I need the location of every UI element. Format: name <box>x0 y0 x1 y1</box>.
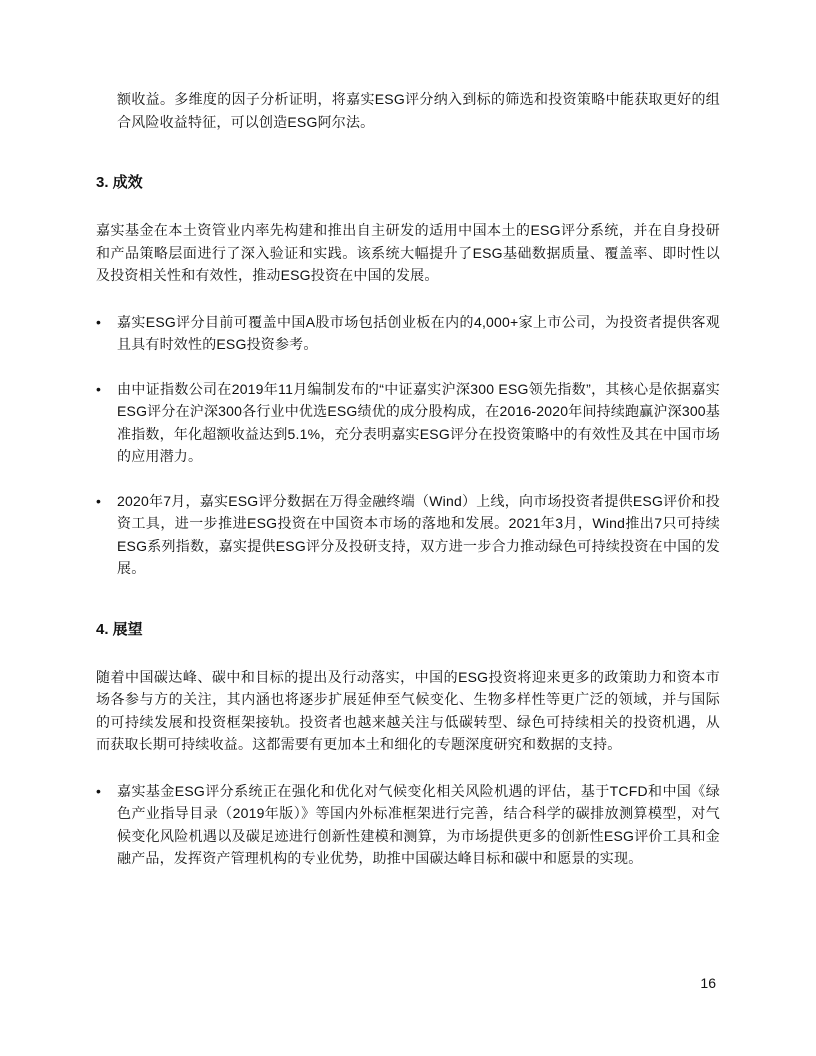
bullet-icon: • <box>96 380 101 397</box>
bullet-icon: • <box>96 782 101 799</box>
section-4-heading: 4. 展望 <box>96 620 143 638</box>
list-item <box>96 378 720 468</box>
bullet-text: 由中证指数公司在2019年11月编制发布的“中证嘉实沪深300 ESG领先指数”，其核心是依据嘉实ESG评分在沪深300各行业中优选ESG绩优的成分股构成，在2016-2020年间持续跑赢沪深300基准指数，年化超额收益达到5.1%，充分表明嘉实ESG评分在投资策略中的有效性及其在中国市场的应用潜力。 <box>117 380 720 464</box>
bullet-text: 嘉实ESG评分目前可覆盖中国A股市场包括创业板在内的4,000+家上市公司，为投资者提供客观且具有时效性的ESG投资参考。 <box>117 313 720 352</box>
page-number: 16 <box>700 975 716 991</box>
bullet-icon: • <box>96 313 101 330</box>
list-item <box>96 780 720 870</box>
page-content <box>96 88 720 892</box>
bullet-text: 2020年7月，嘉实ESG评分数据在万得金融终端（Wind）上线，向市场投资者提供ESG评价和投资工具，进一步推进ESG投资在中国资本市场的落地和发展。2021年3月，Wind推出7只可持续ESG系列指数，嘉实提供ESG评分及投研支持，双方进一步合力推动绿色可持续投资在中国的发展。 <box>117 492 720 576</box>
list-item <box>96 490 720 580</box>
section-4-paragraph: 随着中国碳达峰、碳中和目标的提出及行动落实，中国的ESG投资将迎来更多的政策助力和资本市场各参与方的关注，其内涵也将逐步扩展延伸至气候变化、生物多样性等更广泛的领域，并与国际的可持续发展和投资框架接轨。投资者也越来越关注与低碳转型、绿色可持续相关的投资机遇，从而获取长期可持续收益。这都需要有更加本土和细化的专题深度研究和数据的支持。 <box>96 668 720 752</box>
bullet-text: 嘉实基金ESG评分系统正在强化和优化对气候变化相关风险机遇的评估，基于TCFD和中国《绿色产业指导目录（2019年版）》等国内外标准框架进行完善，结合科学的碳排放测算模型，对气候变化风险机遇以及碳足迹进行创新性建模和测算，为市场提供更多的创新性ESG评价工具和金融产品，发挥资产管理机构的专业优势，助推中国碳达峰目标和碳中和愿景的实现。 <box>117 782 720 866</box>
bullet-icon: • <box>96 492 101 509</box>
continuation-paragraph: 额收益。多维度的因子分析证明，将嘉实ESG评分纳入到标的筛选和投资策略中能获取更好的组合风险收益特征，可以创造ESG阿尔法。 <box>117 91 720 130</box>
list-item <box>96 311 720 356</box>
section-3-heading: 3. 成效 <box>96 174 143 191</box>
section-3-paragraph: 嘉实基金在本土资管业内率先构建和推出自主研发的适用中国本土的ESG评分系统，并在自身投研和产品策略层面进行了深入验证和实践。该系统大幅提升了ESG基础数据质量、覆盖率、即时性以及投资相关性和有效性，推动ESG投资在中国的发展。 <box>96 222 720 283</box>
